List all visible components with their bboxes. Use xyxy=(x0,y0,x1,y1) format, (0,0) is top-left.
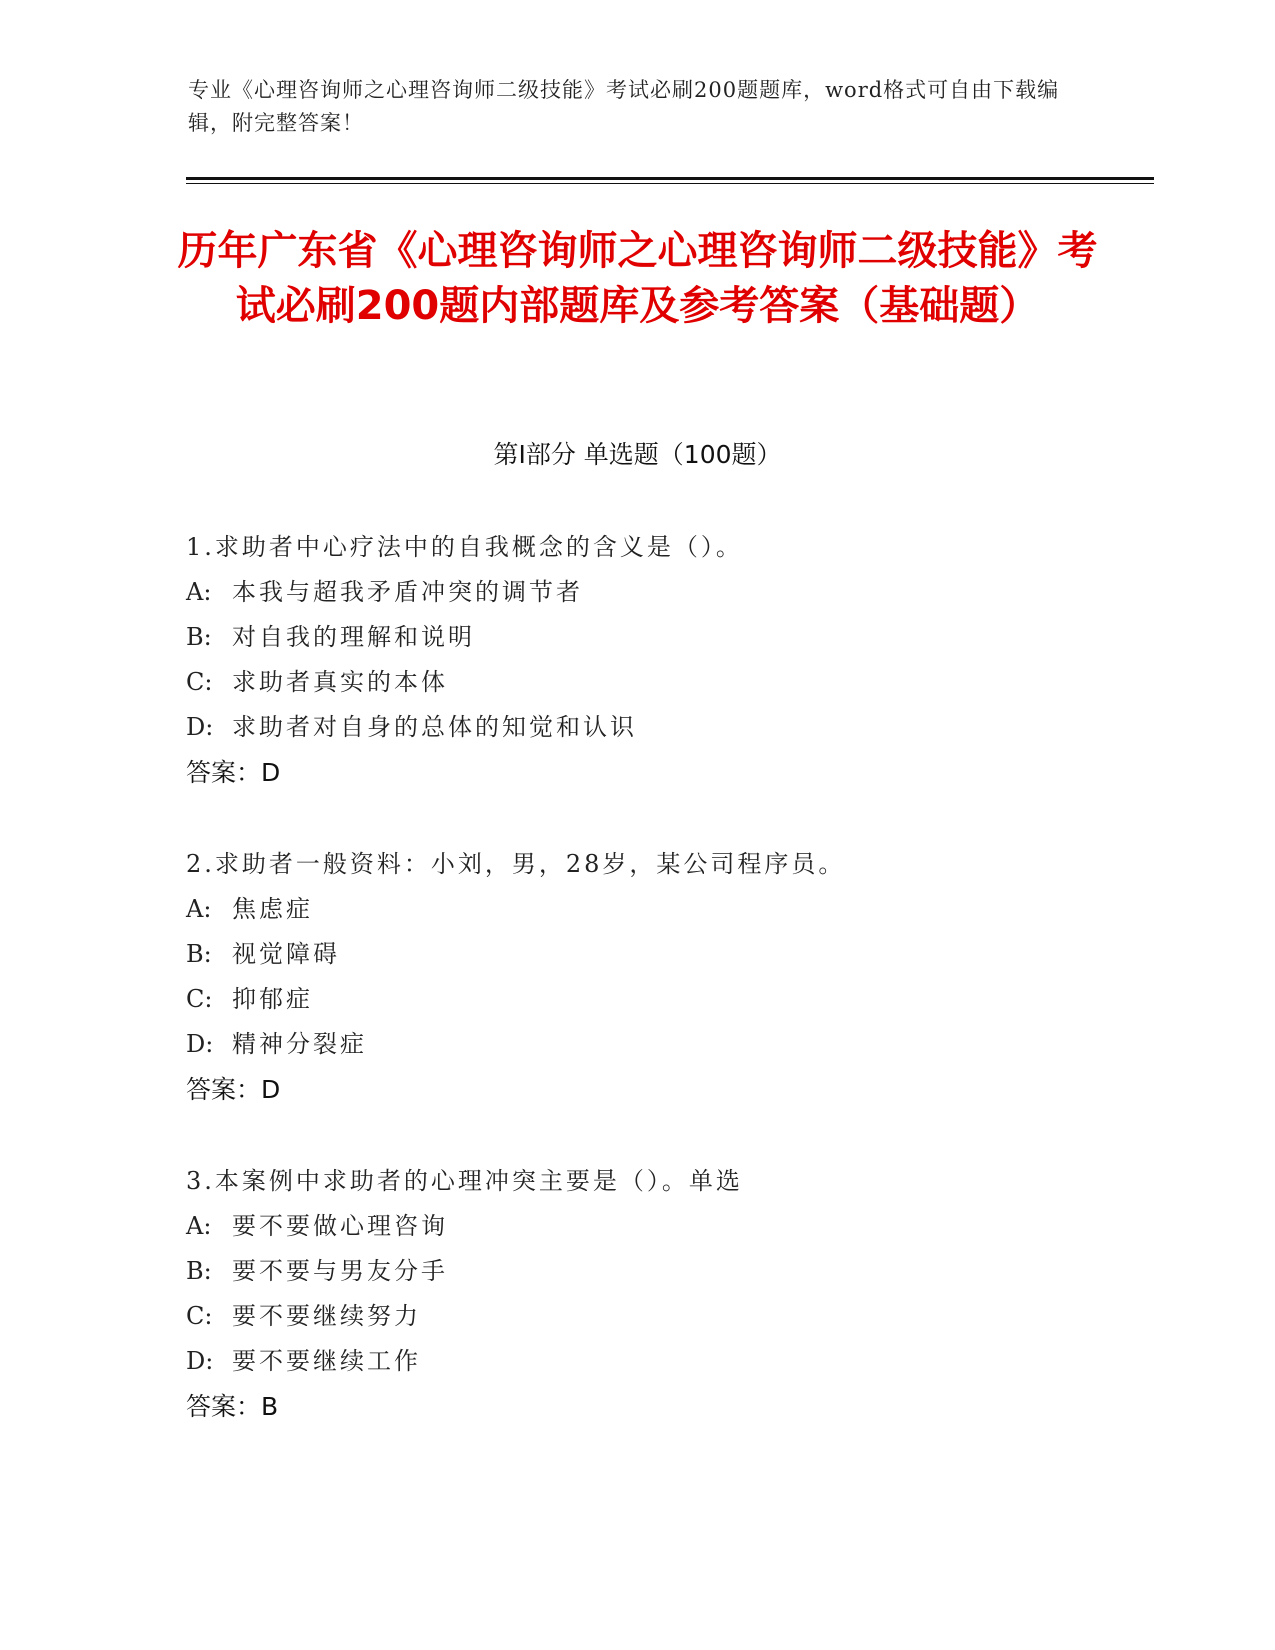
option-letter: D: xyxy=(186,713,214,741)
option-d xyxy=(186,1339,1086,1384)
option-text: 视觉障碍 xyxy=(232,940,340,968)
option-text: 焦虑症 xyxy=(232,895,313,923)
option-b xyxy=(186,932,1086,977)
option-text: 求助者对自身的总体的知觉和认识 xyxy=(232,713,637,741)
option-letter: A: xyxy=(186,1212,212,1240)
option-b xyxy=(186,615,1086,660)
option-text: 要不要继续努力 xyxy=(232,1302,421,1330)
option-letter: A: xyxy=(186,578,212,606)
option-letter: B: xyxy=(186,940,212,968)
header-note: 专业《心理咨询师之心理咨询师二级技能》考试必刷200题题库，word格式可自由下载编辑，附完整答案！ xyxy=(188,78,1060,135)
answer-line: 答案：B xyxy=(186,1392,279,1421)
option-c xyxy=(186,1294,1086,1339)
answer-line: 答案：D xyxy=(186,758,281,787)
option-a xyxy=(186,570,1086,615)
header-divider-thin xyxy=(186,183,1154,184)
option-letter: C: xyxy=(186,1302,213,1330)
option-text: 要不要做心理咨询 xyxy=(232,1212,448,1240)
option-text: 要不要与男友分手 xyxy=(232,1257,448,1285)
option-a xyxy=(186,1204,1086,1249)
option-letter: D: xyxy=(186,1030,214,1058)
option-letter: A: xyxy=(186,895,212,923)
option-b xyxy=(186,1249,1086,1294)
option-c xyxy=(186,977,1086,1022)
question-block xyxy=(186,1159,1086,1429)
question-block xyxy=(186,525,1086,795)
header-divider-thick xyxy=(186,177,1154,180)
question-stem: 1.求助者中心疗法中的自我概念的含义是（）。 xyxy=(186,533,743,561)
option-a xyxy=(186,887,1086,932)
document-title: 历年广东省《心理咨询师之心理咨询师二级技能》考试必刷200题内部题库及参考答案（基础题） xyxy=(177,228,1098,329)
option-d xyxy=(186,1022,1086,1067)
option-letter: C: xyxy=(186,668,213,696)
option-letter: B: xyxy=(186,623,212,651)
question-block xyxy=(186,842,1086,1112)
question-stem: 3.本案例中求助者的心理冲突主要是（）。单选 xyxy=(186,1167,743,1195)
option-text: 精神分裂症 xyxy=(232,1030,367,1058)
option-c xyxy=(186,660,1086,705)
option-text: 对自我的理解和说明 xyxy=(232,623,475,651)
answer-line: 答案：D xyxy=(186,1075,281,1104)
option-text: 要不要继续工作 xyxy=(232,1347,421,1375)
option-text: 求助者真实的本体 xyxy=(232,668,448,696)
option-text: 抑郁症 xyxy=(232,985,313,1013)
question-stem: 2.求助者一般资料：小刘，男，28岁，某公司程序员。 xyxy=(186,850,846,878)
option-letter: C: xyxy=(186,985,213,1013)
option-d xyxy=(186,705,1086,750)
option-letter: D: xyxy=(186,1347,214,1375)
option-text: 本我与超我矛盾冲突的调节者 xyxy=(232,578,583,606)
section-heading: 第I部分 单选题（100题） xyxy=(493,440,782,469)
option-letter: B: xyxy=(186,1257,212,1285)
